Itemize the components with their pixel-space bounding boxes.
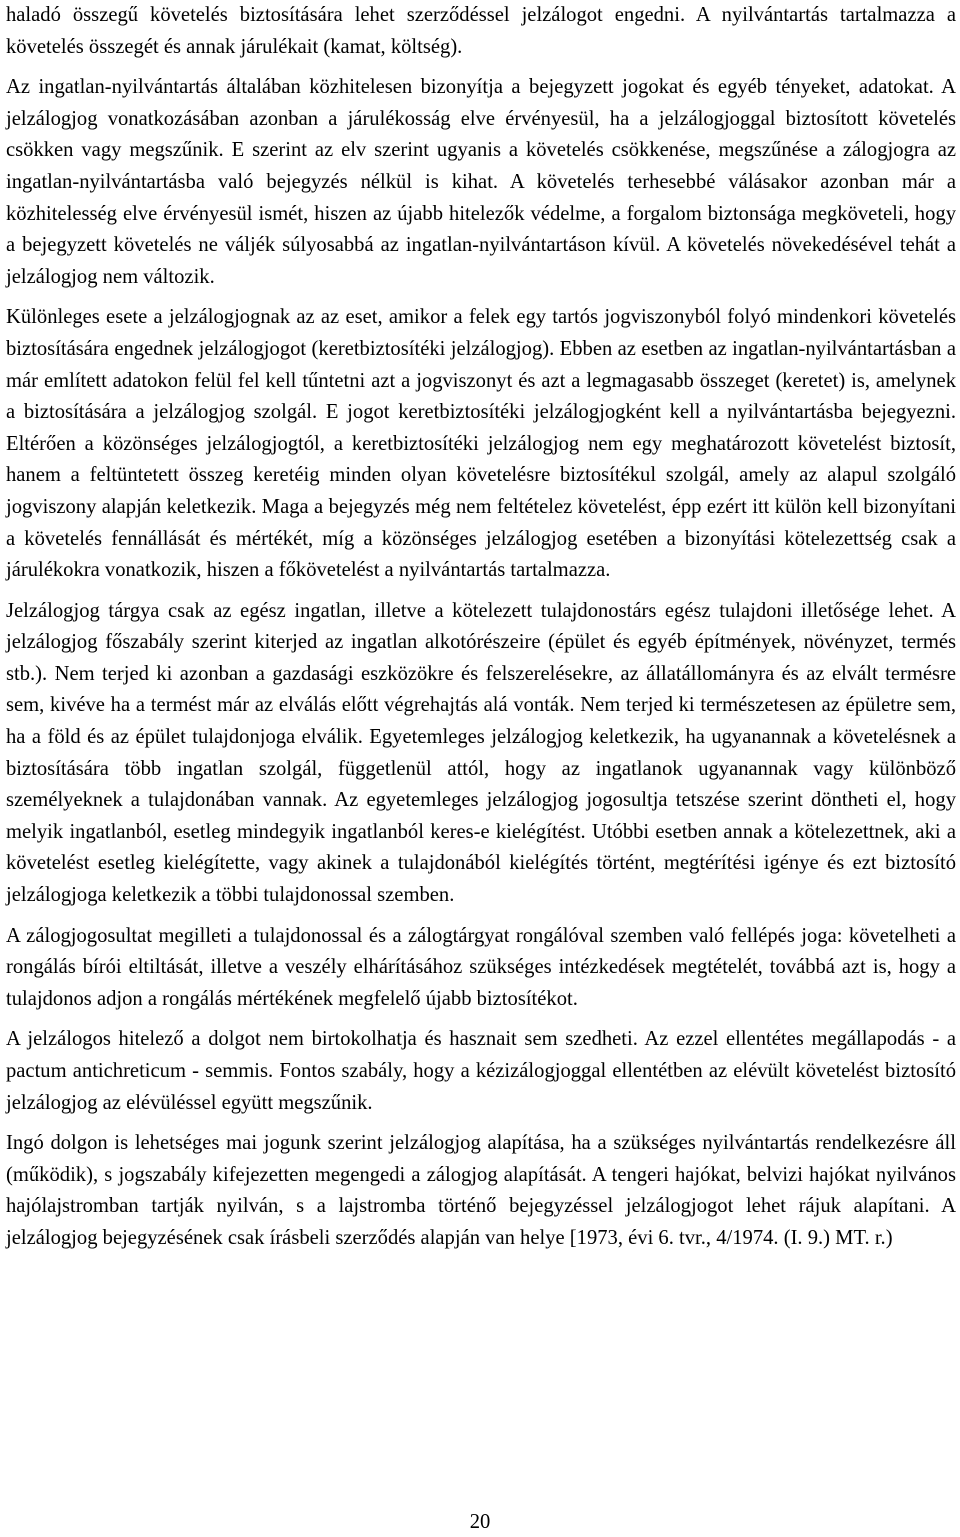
paragraph-5: A zálogjogosultat megilleti a tulajdonossal és a zálogtárgyat rongálóval szemben való fellépés joga: követelheti a rongálás bírói eltiltását, illetve a veszély elhárításához szükséges intézkedések megtételét, továbbá azt is, hogy a tulajdonos adjon a rongálás mértékének megfelelő újabb biztosítékot. — [6, 924, 956, 1010]
paragraph-7: Ingó dolgon is lehetséges mai jogunk szerint jelzálogjog alapítása, ha a szükséges nyilvántartás rendelkezésre áll (működik), s jogszabály kifejezetten megengedi a zálogjog alapítását. A tengeri hajókat, belvizi hajókat nyilvános hajólajstromban tartják nyilván, s a lajstromba történő bejegyzéssel jelzálogjogot lehet rájuk alapítani. A jelzálogjog bejegyzésének csak írásbeli szerződés alapján van helye [1973, évi 6. tvr., 4/1974. (I. 9.) MT. r.) — [6, 1132, 956, 1249]
page-number: 20 — [469, 1511, 491, 1533]
paragraph-2: Az ingatlan-nyilvántartás általában közhitelesen bizonyítja a bejegyzett jogokat és egyéb tényeket, adatokat. A jelzálogjog vonatkozásában azonban a járulékosság elve érvényesül, ha a jelzálogjoggal biztosított követelés csökken vagy megszűnik. E szerint az elv szerint ugyanis a követelés csökkenése, megszűnése a zálogjogra az ingatlan-nyilvántartásba való bejegyzés nélkül is kihat. A követelés terhesebbé válásakor azonban már a közhitelesség elve érvényesül ismét, hiszen az újabb hitelezők védelme, a forgalom biztonsága megköveteli, hogy a bejegyzett követelés ne váljék súlyosabbá az ingatlan-nyilvántartáson kívül. A követelés növekedésével tehát a jelzálogjog nem változik. — [6, 76, 956, 288]
paragraph-3: Különleges esete a jelzálogjognak az az eset, amikor a felek egy tartós jogviszonyból folyó mindenkori követelés biztosítására engednek jelzálogjogot (keretbiztosítéki jelzálogjog). Ebben az esetben az ingatlan-nyilvántartásban a már említett adatokon felül fel kell tűntetni azt a jogviszonyt és azt a legmagasabb összeget (keretet) is, amelynek a biztosítására a jelzálogjog szolgál. E jogot keretbiztosítéki jelzálogjogként kell a nyilvántartásba bejegyezni. Eltérően a közönséges jelzálogjogtól, a keretbiztosítéki jelzálogjog nem egy meghatározott követelést biztosít, hanem a feltüntetett összeg keretéig minden olyan követelésre biztosítékul szolgál, amely az alapul szolgáló jogviszony alapján keletkezik. Maga a bejegyzés még nem feltételez követelést, épp ezért itt külön kell bizonyítani a követelés fennállását és mértékét, míg a közönséges jelzálogjog esetében a bizonyítási kötelezettség csak a járulékokra vonatkozik, hiszen a főkövetelést a nyilvántartás tartalmazza. — [6, 306, 956, 582]
paragraph-gap — [6, 63, 956, 72]
paragraph-gap — [6, 1119, 956, 1128]
paragraph-gap — [6, 293, 956, 302]
paragraph-gap — [6, 1015, 956, 1024]
paragraph-1: haladó összegű követelés biztosítására lehet szerződéssel jelzálogot engedni. A nyilvántartás tartalmazza a követelés összegét és annak járulékait (kamat, költség). — [6, 4, 956, 58]
paragraph-6: A jelzálogos hitelező a dolgot nem birtokolhatja és hasznait sem szedheti. Az ezzel ellentétes megállapodás - a pactum antichreticum - semmis. Fontos szabály, hogy a kézizálogjoggal ellentétben az elévült követelést biztosító jelzálogjog az elévüléssel együtt megszűnik. — [6, 1028, 956, 1114]
paragraph-gap — [6, 587, 956, 596]
paragraph-4: Jelzálogjog tárgya csak az egész ingatlan, illetve a kötelezett tulajdonostárs egész tulajdoni illetősége lehet. A jelzálogjog főszabály szerint kiterjed az ingatlan alkotórészeire (épület és egyéb építmények, növényzet, termés stb.). Nem terjed ki azonban a gazdasági eszközökre és felszerelésekre, az állatállományra és az elvált termésre sem, kivéve ha a termést már az elválás előtt végrehajtás alá vonták. Nem terjed ki természetesen az épületre sem, ha a föld és az épület tulajdonjoga elválik. Egyetemleges jelzálogjog keletkezik, ha ugyanannak a követelésnek a biztosítására több ingatlan szolgál, függetlenül attól, hogy az ingatlanok ugyanannak vagy különböző személyeknek a tulajdonában vannak. Az egyetemleges jelzálogjog jogosultja tetszése szerint döntheti el, hogy melyik ingatlanból, esetleg mindegyik ingatlanból keres-e kielégítést. Utóbbi esetben annak a kötelezettnek, aki a követelést esetleg kielégítette, vagy akinek a tulajdonából kielégítés történt, megtérítési igénye és ezt biztosító jelzálogjoga keletkezik a többi tulajdonossal szemben. — [6, 599, 956, 907]
paragraph-gap — [6, 912, 956, 921]
document-body — [6, 0, 956, 1255]
